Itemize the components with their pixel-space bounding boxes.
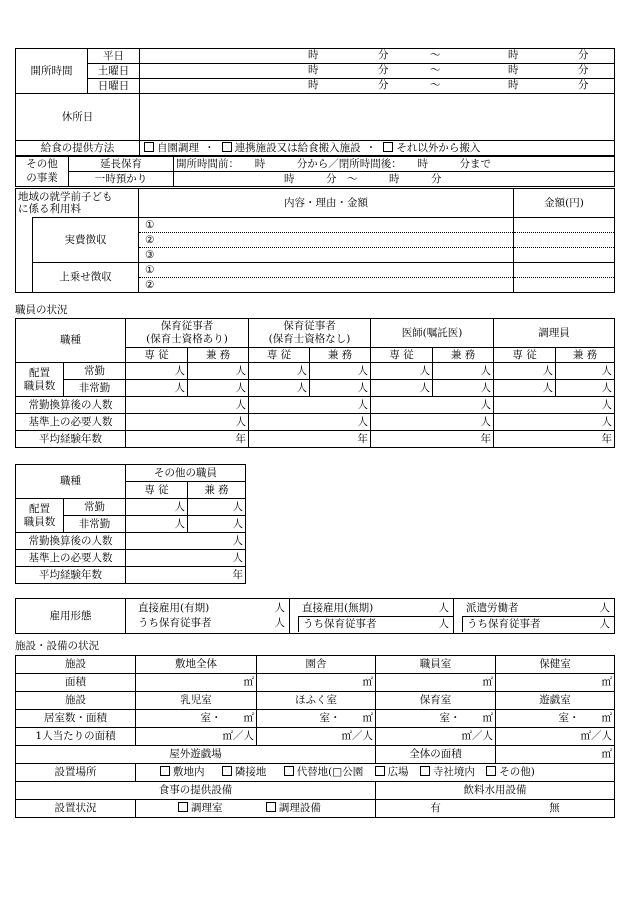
crawling-room-header: ほふく室 [257, 692, 376, 710]
fte-cell[interactable]: 人 [126, 397, 249, 414]
required-cell[interactable]: 人 [126, 550, 246, 567]
site-header: 敷地全体 [136, 656, 257, 674]
adjacent-checkbox[interactable] [222, 766, 232, 776]
water-options [376, 800, 615, 818]
count-cell[interactable]: 人 [494, 363, 556, 380]
room-cell[interactable]: 室・ ㎡ [257, 710, 376, 728]
area-cell[interactable]: ㎡ [376, 674, 496, 692]
count-cell[interactable]: 人 [494, 380, 556, 397]
count-cell[interactable]: 人 [126, 516, 188, 533]
actual-item-3[interactable]: ③ [139, 248, 514, 263]
staff-section-title: 職員の状況 [15, 304, 68, 316]
parttime-col: 兼 務 [556, 348, 615, 363]
per-child-cell[interactable]: ㎡／人 [257, 728, 376, 746]
experience-label: 平均経験年数 [16, 431, 126, 448]
staff-count-label: 配置 職員数 [16, 363, 64, 397]
fte-cell[interactable]: 人 [494, 397, 615, 414]
employment-table [15, 598, 615, 634]
parttime-col: 兼 務 [433, 348, 494, 363]
water-equipment-header: 飲料水用設備 [376, 782, 615, 800]
extra-item-1[interactable]: ① [139, 263, 514, 278]
meal-partner-checkbox[interactable] [222, 142, 232, 152]
food-equipment-options: 調理室 調理設備 [136, 800, 376, 818]
cooking-equipment-checkbox[interactable] [266, 802, 276, 812]
onsite-checkbox[interactable] [160, 766, 170, 776]
other-label-2: の事業 [16, 172, 69, 187]
parttime-col: 兼 務 [188, 482, 246, 499]
room-cell[interactable]: 室・ ㎡ [376, 710, 496, 728]
doctor-header: 医師(嘱託医) [371, 319, 494, 348]
other-count-label: 配置 職員数 [16, 499, 64, 533]
extra-amount-1[interactable] [514, 263, 615, 278]
experience-cell[interactable]: 年 [371, 431, 494, 448]
weekday-time-field[interactable]: 時 分 ～ 時 分 [140, 49, 615, 64]
fte-cell[interactable]: 人 [249, 397, 371, 414]
sunday-label: 日曜日 [88, 79, 140, 94]
fees-amount-header: 金額(円) [514, 189, 615, 218]
water-no[interactable]: 無 [549, 802, 560, 814]
required-cell[interactable]: 人 [249, 414, 371, 431]
count-cell[interactable]: 人 [126, 499, 188, 516]
count-cell[interactable]: 人 [371, 363, 433, 380]
building-header: 園舎 [257, 656, 376, 674]
fulltime-col: 専 従 [126, 482, 188, 499]
nonregular-label: 非常勤 [64, 380, 126, 397]
staff-table [15, 318, 615, 448]
count-cell[interactable]: 人 [126, 380, 188, 397]
parttime-col: 兼 務 [310, 348, 371, 363]
total-area-cell[interactable]: ㎡ [496, 746, 615, 764]
fees-table [15, 188, 615, 293]
count-cell[interactable]: 人 [371, 380, 433, 397]
meal-label: 給食の提供方法 [16, 141, 140, 156]
meal-other-checkbox[interactable] [383, 142, 393, 152]
actual-amount-1[interactable] [514, 218, 615, 233]
fulltime-col: 専 従 [249, 348, 310, 363]
count-cell[interactable]: 人 [310, 380, 371, 397]
closed-days-label: 休所日 [16, 94, 140, 141]
plaza-checkbox[interactable] [375, 766, 385, 776]
other-services-table [15, 156, 615, 187]
total-area-label: 全体の面積 [376, 746, 496, 764]
extra-item-2[interactable]: ② [139, 278, 514, 293]
direct-fixed-cell: 直接雇用(有期) 人 うち保育従事者 人 [126, 599, 290, 634]
count-cell[interactable]: 人 [556, 380, 615, 397]
outdoor-label: 屋外遊戯場 [16, 746, 376, 764]
meal-own-checkbox[interactable] [144, 142, 154, 152]
count-cell[interactable]: 人 [188, 499, 246, 516]
nonregular-label: 非常勤 [64, 516, 126, 533]
experience-label: 平均経験年数 [16, 567, 126, 584]
count-cell[interactable]: 人 [556, 363, 615, 380]
fte-cell[interactable]: 人 [371, 397, 494, 414]
actual-amount-2[interactable] [514, 233, 615, 248]
room-cell[interactable]: 室・ ㎡ [136, 710, 257, 728]
area-label: 面積 [16, 674, 136, 692]
other-place-checkbox[interactable] [486, 766, 496, 776]
count-cell[interactable]: 人 [249, 380, 310, 397]
per-child-cell[interactable]: ㎡／人 [496, 728, 615, 746]
hours-label: 開所時間 [16, 49, 88, 94]
saturday-label: 土曜日 [88, 64, 140, 79]
count-cell[interactable]: 人 [188, 516, 246, 533]
other-staff-header: その他の職員 [126, 465, 246, 482]
staff-room-header: 職員室 [376, 656, 496, 674]
job-type-header: 職種 [16, 319, 126, 363]
hours-table [15, 48, 615, 156]
saturday-time-field[interactable]: 時 分 ～ 時 分 [140, 64, 615, 79]
required-cell[interactable]: 人 [494, 414, 615, 431]
food-equipment-header: 食事の提供設備 [16, 782, 376, 800]
location-options: 敷地内 隣接地 代替地(□公園 広場 寺社境内 その他) [136, 764, 615, 782]
area-cell[interactable]: ㎡ [257, 674, 376, 692]
fulltime-col: 専 従 [371, 348, 433, 363]
temple-checkbox[interactable] [420, 766, 430, 776]
required-cell[interactable]: 人 [126, 414, 249, 431]
fulltime-col: 専 従 [126, 348, 188, 363]
count-cell[interactable]: 人 [188, 363, 249, 380]
per-child-cell[interactable]: ㎡／人 [136, 728, 257, 746]
count-cell[interactable]: 人 [249, 363, 310, 380]
nursery-room-header: 保育室 [376, 692, 496, 710]
direct-permanent-cell: 直接雇用(無期) 人 うち保育従事者 人 [290, 599, 454, 634]
facility-label: 施設 [16, 656, 136, 674]
per-child-label: 1人当たりの面積 [16, 728, 136, 746]
other-job-header: 職種 [16, 465, 126, 499]
temporary-care-field[interactable]: 時 分 ～ 時 分 [174, 172, 615, 187]
facility-section-title: 施設・設備の状況 [15, 640, 99, 652]
water-yes[interactable]: 有 [430, 802, 441, 814]
fees-detail-header: 内容・理由・金額 [139, 189, 514, 218]
weekday-label: 平日 [88, 49, 140, 64]
fulltime-col: 専 従 [494, 348, 556, 363]
experience-cell[interactable]: 年 [126, 431, 249, 448]
location-label: 設置場所 [16, 764, 136, 782]
room-count-label: 居室数・面積 [16, 710, 136, 728]
employment-label: 雇用形態 [16, 599, 126, 634]
sunday-time-field[interactable]: 時 分 ～ 時 分 [140, 79, 615, 94]
facility-table [15, 655, 615, 818]
count-cell[interactable]: 人 [433, 380, 494, 397]
area-cell[interactable]: ㎡ [136, 674, 257, 692]
temporary-care-label: 一時預かり [69, 172, 174, 187]
experience-cell[interactable]: 年 [126, 567, 246, 584]
experience-cell[interactable]: 年 [494, 431, 615, 448]
count-cell[interactable]: 人 [126, 363, 188, 380]
regular-label: 常勤 [64, 363, 126, 380]
actual-amount-3[interactable] [514, 248, 615, 263]
fte-cell[interactable]: 人 [126, 533, 246, 550]
childcare-qualified-header: 保育従事者 (保育士資格あり) [126, 319, 249, 348]
actual-item-1[interactable]: ① [139, 218, 514, 233]
area-cell[interactable]: ㎡ [496, 674, 615, 692]
fees-label: 地域の就学前子ども に係る利用料 [16, 189, 139, 218]
extra-charge-label: 上乗せ徴収 [33, 263, 139, 293]
meal-options: 自園調理 ・ 連携施設又は給食搬入施設 ・ それ以外から搬入 [140, 141, 615, 156]
regular-label: 常勤 [64, 499, 126, 516]
facility-label: 施設 [16, 692, 136, 710]
closed-days-field[interactable] [140, 94, 615, 141]
infant-room-header: 乳児室 [136, 692, 257, 710]
count-cell[interactable]: 人 [188, 380, 249, 397]
dispatched-cell: 派遣労働者 人 うち保育従事者 人 [454, 599, 615, 634]
fte-label: 常勤換算後の人数 [16, 397, 126, 414]
childcare-unqualified-header: 保育従事者 (保育士資格なし) [249, 319, 371, 348]
count-cell[interactable]: 人 [310, 363, 371, 380]
count-cell[interactable]: 人 [433, 363, 494, 380]
actual-item-2[interactable]: ② [139, 233, 514, 248]
extra-amount-2[interactable] [514, 278, 615, 293]
required-label: 基準上の必要人数 [16, 550, 126, 567]
room-cell[interactable]: 室・ ㎡ [496, 710, 615, 728]
play-room-header: 遊戯室 [496, 692, 615, 710]
cook-header: 調理員 [494, 319, 615, 348]
installation-label: 設置状況 [16, 800, 136, 818]
kitchen-checkbox[interactable] [178, 802, 188, 812]
extended-care-label: 延長保育 [69, 157, 174, 172]
health-room-header: 保健室 [496, 656, 615, 674]
required-cell[interactable]: 人 [371, 414, 494, 431]
experience-cell[interactable]: 年 [249, 431, 371, 448]
required-label: 基準上の必要人数 [16, 414, 126, 431]
alternate-checkbox[interactable] [284, 766, 294, 776]
parttime-col: 兼 務 [188, 348, 249, 363]
extended-care-field[interactable]: 開所時間前： 時 分から／閉所時間後： 時 分まで [174, 157, 615, 172]
actual-cost-label: 実費徴収 [33, 218, 139, 263]
per-child-cell[interactable]: ㎡／人 [376, 728, 496, 746]
fte-label: 常勤換算後の人数 [16, 533, 126, 550]
other-label: その他 [16, 157, 69, 172]
other-staff-table [15, 464, 246, 584]
